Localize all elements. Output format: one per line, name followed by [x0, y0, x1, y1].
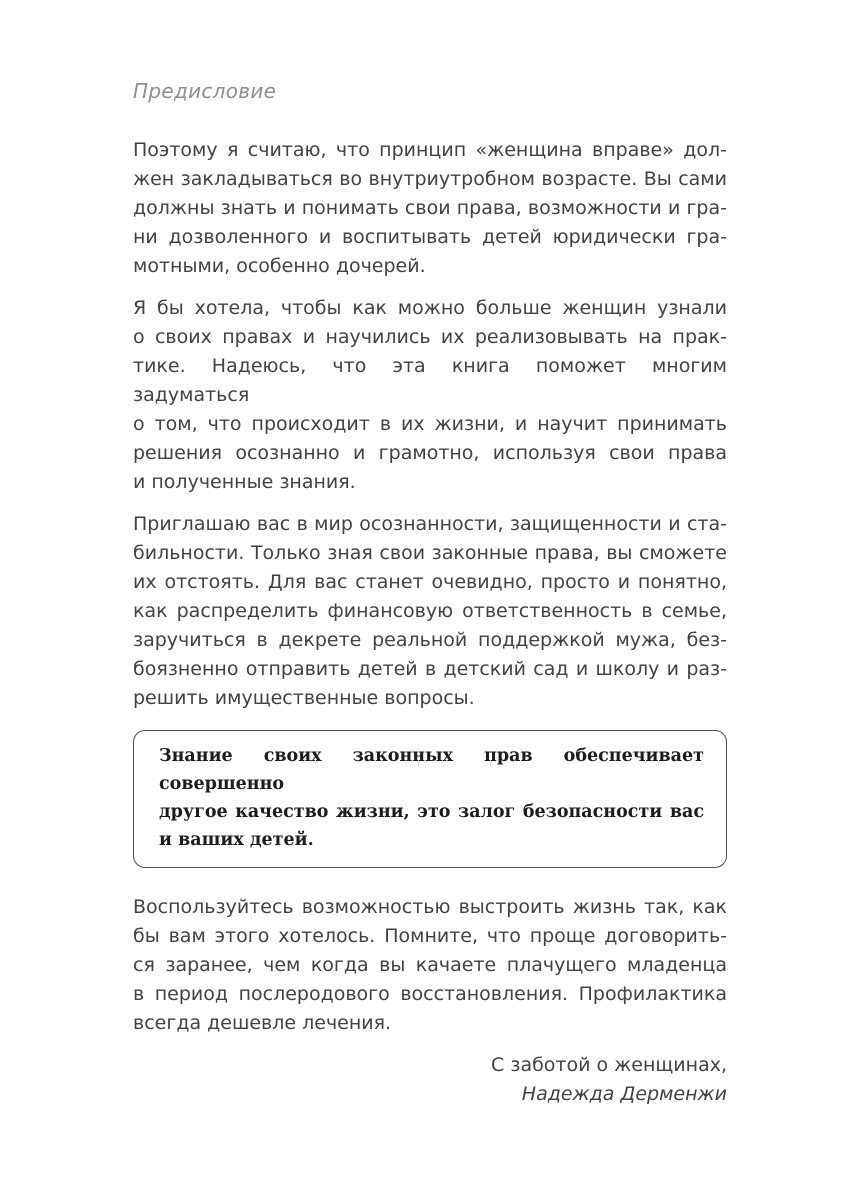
text-line: и ваших детей. [159, 830, 314, 850]
text-line: о том, что происходит в их жизни, и научит принимать [133, 413, 727, 435]
text-line: как распределить финансовую ответственность в семье, [133, 600, 727, 622]
page-content [133, 79, 727, 1109]
text-line: мотными, особенно дочерей. [133, 255, 426, 277]
text-line: ни дозволенного и воспитывать детей юридически гра- [133, 226, 727, 248]
text-line: Воспользуйтесь возможностью выстроить жизнь так, как [133, 896, 727, 918]
running-header: Предисловие [133, 79, 277, 103]
text-line: ся заранее, чем когда вы качаете плачущего младенца [133, 954, 727, 976]
callout-box [133, 730, 727, 868]
text-line: Знание своих законных прав обеспечивает совершенно [159, 746, 704, 794]
paragraph-2 [133, 294, 727, 497]
text-line: решить имущественные вопросы. [133, 687, 475, 709]
text-line: тике. Надеюсь, что эта книга поможет многим задуматься [133, 355, 727, 406]
text-line: бы вам этого хотелось. Помните, что проще договорить- [133, 925, 727, 947]
text-line: Приглашаю вас в мир осознанности, защищенности и ста- [133, 513, 727, 535]
text-line: их отстоять. Для вас станет очевидно, просто и понятно, [133, 571, 727, 593]
paragraph-4 [133, 893, 727, 1038]
text-line: боязненно отправить детей в детский сад и школу и раз- [133, 658, 727, 680]
text-line: и полученные знания. [133, 471, 356, 493]
signature-closing: С заботой о женщинах, [491, 1054, 727, 1076]
paragraph-1 [133, 136, 727, 281]
text-line: всегда дешевле лечения. [133, 1012, 392, 1034]
text-line: должны знать и понимать свои права, возможности и гра- [133, 197, 727, 219]
text-line: решения осознанно и грамотно, используя свои права [133, 442, 727, 464]
signature-author: Надежда Дерменжи [521, 1083, 727, 1105]
text-line: жен закладываться во внутриутробном возрасте. Вы сами [133, 168, 727, 190]
signature-block [133, 1051, 727, 1109]
text-line: о своих правах и научились их реализовывать на прак- [133, 326, 727, 348]
text-line: бильности. Только зная свои законные права, вы сможете [133, 542, 727, 564]
text-line: заручиться в декрете реальной поддержкой мужа, без- [133, 629, 727, 651]
callout-text [159, 742, 704, 854]
text-line: Я бы хотела, чтобы как можно больше женщин узнали [133, 297, 727, 319]
text-line: Поэтому я считаю, что принцип «женщина вправе» дол- [133, 139, 727, 161]
text-line: другое качество жизни, это залог безопасности вас [159, 802, 704, 822]
text-line: в период послеродового восстановления. Профилактика [133, 983, 727, 1005]
paragraph-3 [133, 510, 727, 713]
preface-body [133, 136, 727, 1109]
